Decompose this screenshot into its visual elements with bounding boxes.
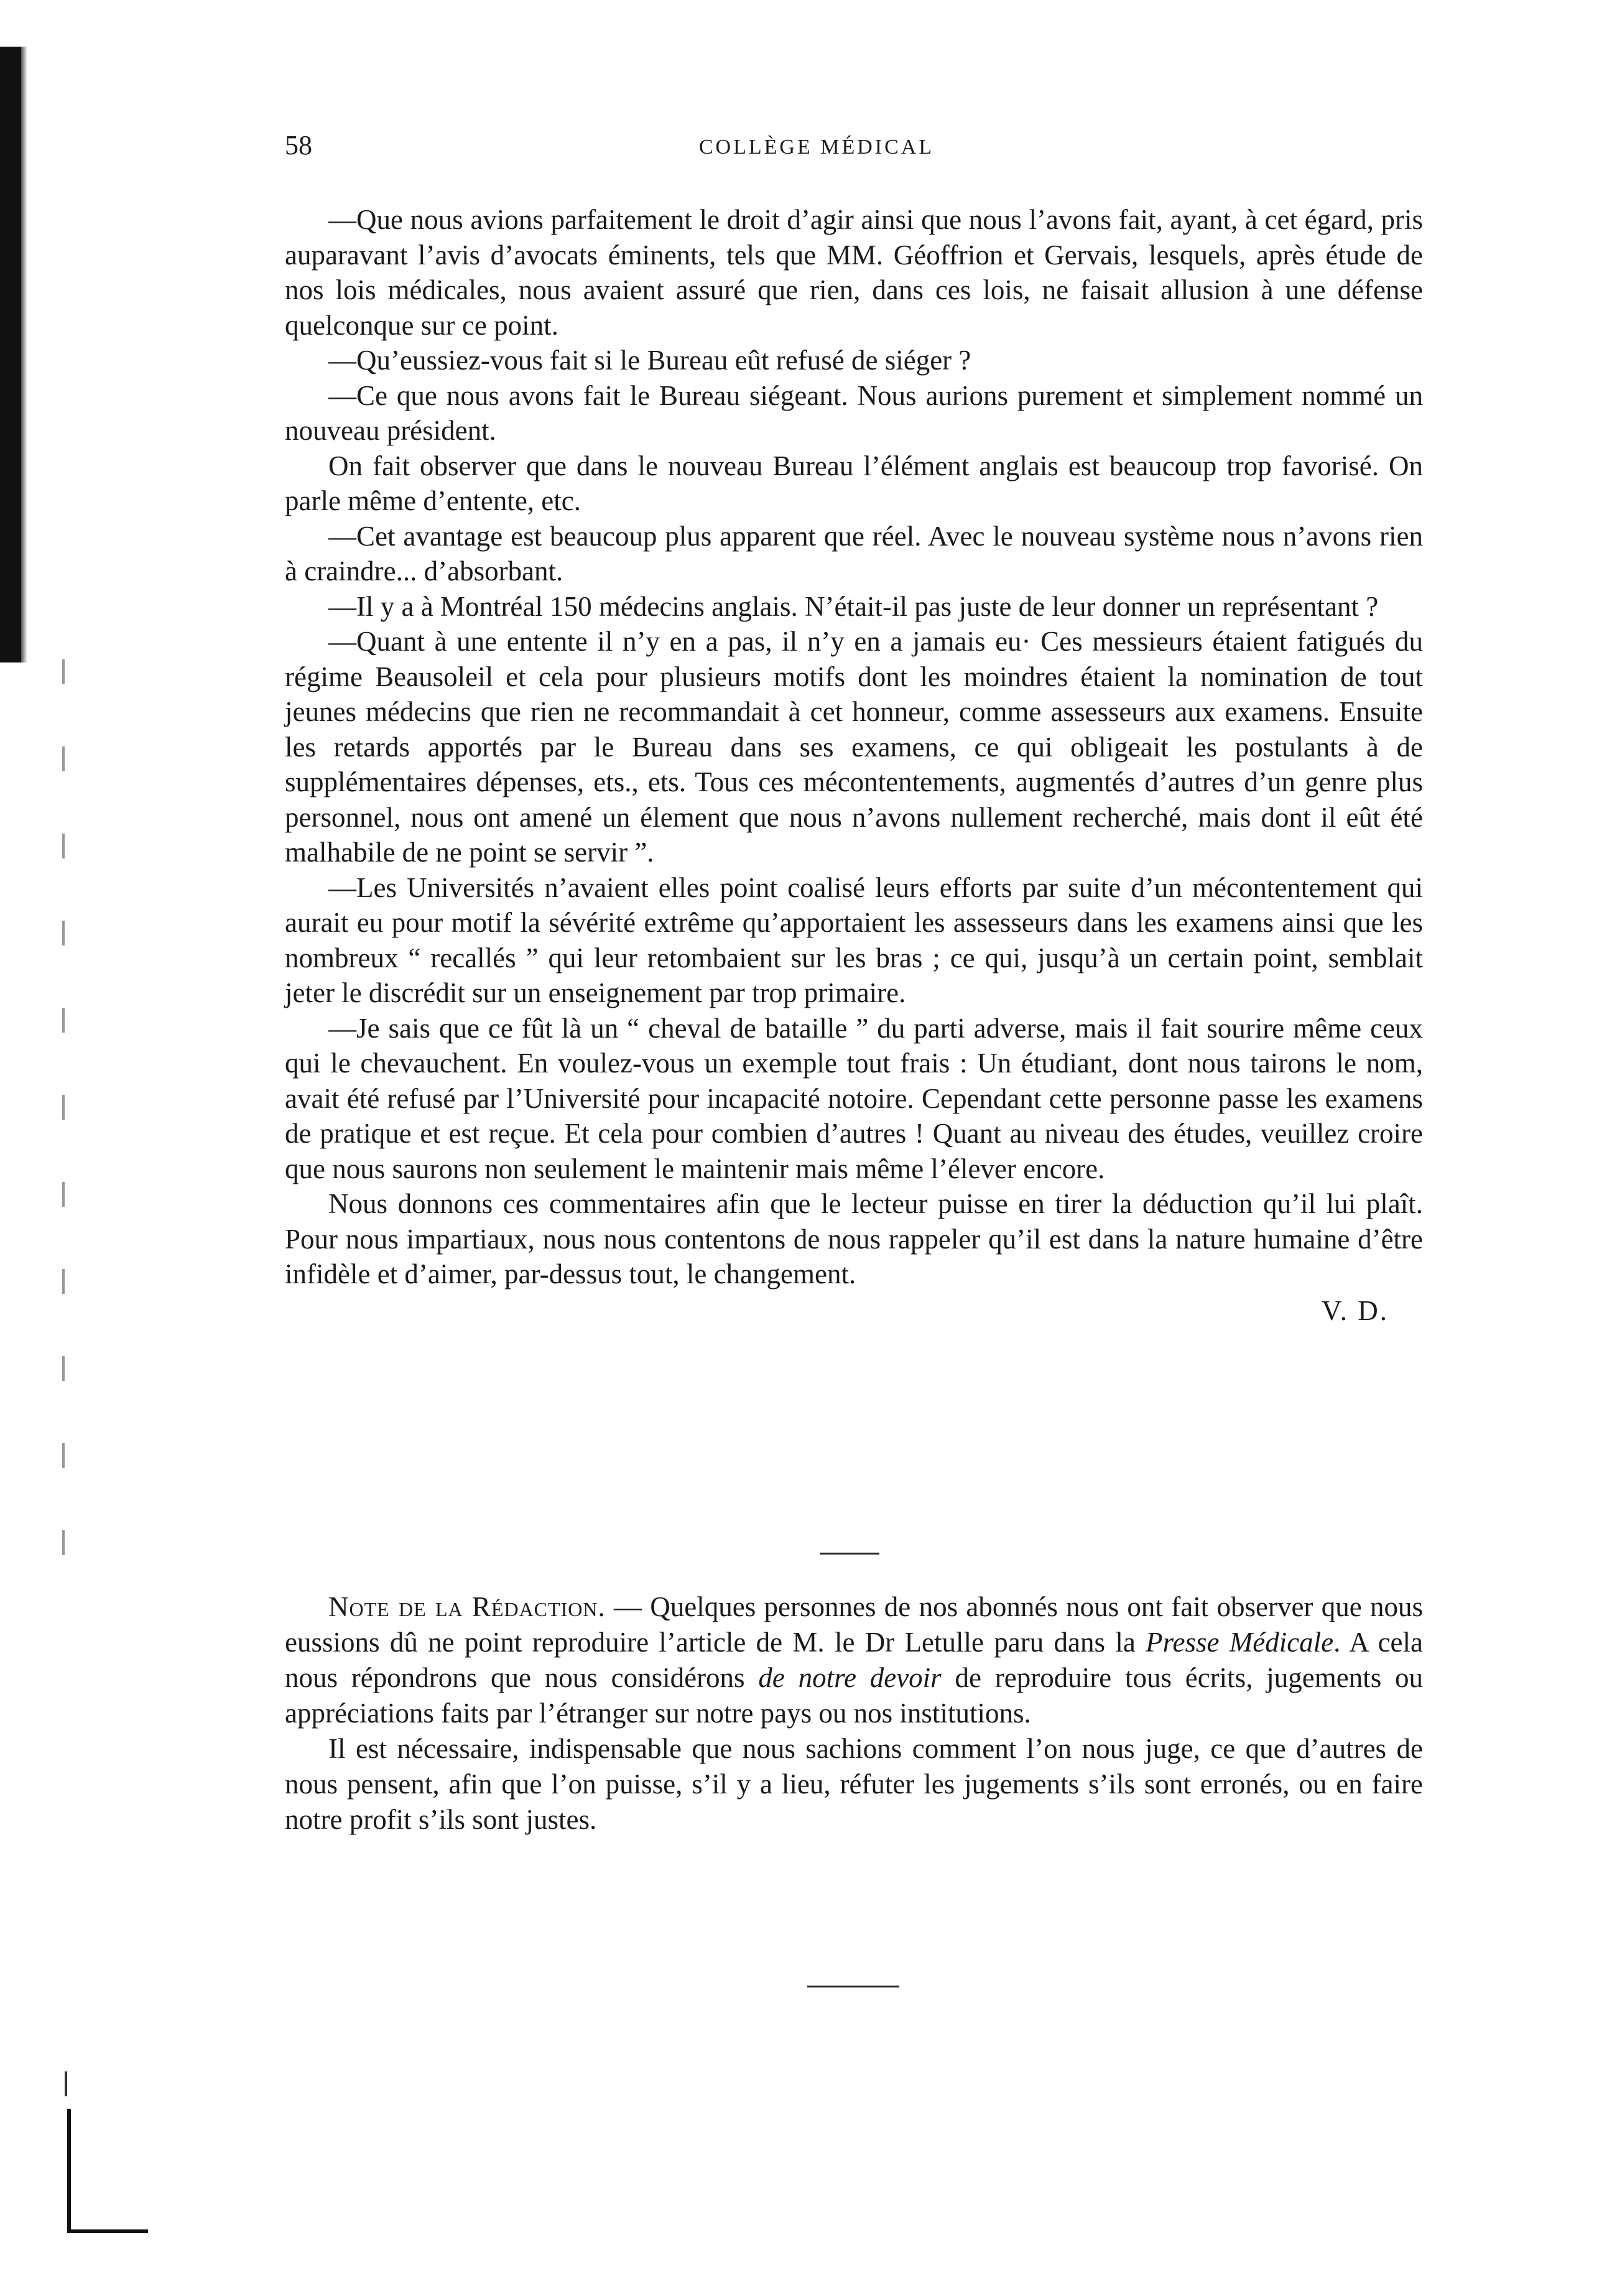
note-paragraph: Il est nécessaire, indispensable que nous sachions comment l’on nous juge, ce que d’autres de nous pensent, afin que l’on puisse, s’il y a lieu, réfuter les jugements s’ils sont erronés, ou en faire notre profit s’ils sont justes. <box>285 1733 1423 1835</box>
section-divider <box>820 1553 879 1555</box>
note-paragraph <box>285 1589 1423 1731</box>
paragraph: —Cet avantage est beaucoup plus apparent que réel. Avec le nouveau système nous n’avons rien à craindre... d’absorbant. <box>285 520 1423 587</box>
editorial-note <box>285 1589 1423 1838</box>
binding-shadow <box>0 47 21 662</box>
article-body <box>285 202 1423 1328</box>
note-text: . A cela nous répondrons que nous considérons <box>285 1627 1423 1693</box>
running-head: COLLÈGE MÉDICAL <box>698 136 935 159</box>
binding-shadow-fade <box>21 47 27 662</box>
duty-phrase: de notre devoir <box>758 1662 942 1693</box>
corner-scan-mark-horizontal <box>67 2229 148 2233</box>
margin-scan-marks <box>62 659 65 1592</box>
paragraph: —Je sais que ce fût là un “ cheval de bataille ” du parti adverse, mais il fait sourire même ceux qui le chevauchent. En voulez-vous un exemple tout frais : Un étudiant, dont nous tairons le nom, avait été refusé par l’Université pour incapacité notoire. Cependant cette personne passe les examens de pratique et est reçue. Et cela pour combien d’autres ! Quant au niveau des études, veuillez croire que nous saurons non seulement le maintenir mais même l’élever encore. <box>285 1012 1423 1184</box>
corner-scan-mark-small <box>65 2071 67 2096</box>
paragraph: —Que nous avions parfaitement le droit d’agir ainsi que nous l’avons fait, ayant, à cet égard, pris auparavant l’avis d’avocats éminents, tels que MM. Géoffrion et Gervais, lesquels, après étude de nos lois médicales, nous avaient assuré que rien, dans ces lois, ne faisait allusion à une défense quelconque sur ce point. <box>285 204 1423 341</box>
paragraph: Nous donnons ces commentaires afin que le lecteur puisse en tirer la déduction qu’il lui plaît. Pour nous impartiaux, nous nous contentons de nous rappeler qu’il est dans la nature humaine d’être infidèle et d’aimer, par-dessus tout, le changement. <box>285 1188 1423 1290</box>
paragraph: —Les Universités n’avaient elles point coalisé leurs efforts par suite d’un mécontentement qui aurait eu pour motif la sévérité extrême qu’apportaient les assesseurs dans les examens ainsi que les nombreux “ recallés ” qui leur retombaient sur les bras ; ce qui, jusqu’à un certain point, semblait jeter le discrédit sur un enseignement par trop primaire. <box>285 871 1423 1008</box>
end-divider <box>807 1986 899 1987</box>
note-text: — Quelques personnes de nos abonnés nous ont fait observer que nous eussions dû ne point reproduire l’article de M. le Dr Letulle paru dans la <box>285 1591 1423 1658</box>
page-header <box>285 129 1423 173</box>
paragraph: —Qu’eussiez-vous fait si le Bureau eût refusé de siéger ? <box>328 345 971 376</box>
author-signature: V. D. <box>1322 1294 1389 1326</box>
paragraph: On fait observer que dans le nouveau Bureau l’élément anglais est beaucoup trop favorisé. On parle même d’entente, etc. <box>285 450 1423 516</box>
journal-title: Presse Médicale <box>1146 1627 1334 1658</box>
paragraph: —Ce que nous avons fait le Bureau siégeant. Nous aurions purement et simplement nommé un nouveau président. <box>285 379 1423 446</box>
paragraph: —Quant à une entente il n’y en a pas, il n’y en a jamais eu· Ces messieurs étaient fatigués du régime Beausoleil et cela pour plusieurs motifs dont les moindres étaient la nomination de tout jeunes médecins que rien ne recommandait à cet honneur, comme assesseurs aux examens. Ensuite les retards apportés par le Bureau dans ses examens, ce qui obligeait les postulants à de supplémentaires dépenses, ets., ets. Tous ces mécontentements, augmentés d’autres d’un genre plus personnel, nous ont amené un élement que nous n’avons nullement recherché, mais dont il eût été malhabile de ne point se servir ”. <box>285 626 1423 868</box>
corner-scan-mark-vertical <box>67 2109 71 2233</box>
page-number: 58 <box>285 130 312 160</box>
note-text: de reproduire tous écrits, jugements ou appréciations faits par l’étranger sur notre pays ou nos institutions. <box>285 1662 1423 1729</box>
note-heading: Note de la Rédaction. <box>328 1591 606 1622</box>
paragraph: —Il y a à Montréal 150 médecins anglais. N’était-il pas juste de leur donner un représentant ? <box>328 590 1379 622</box>
